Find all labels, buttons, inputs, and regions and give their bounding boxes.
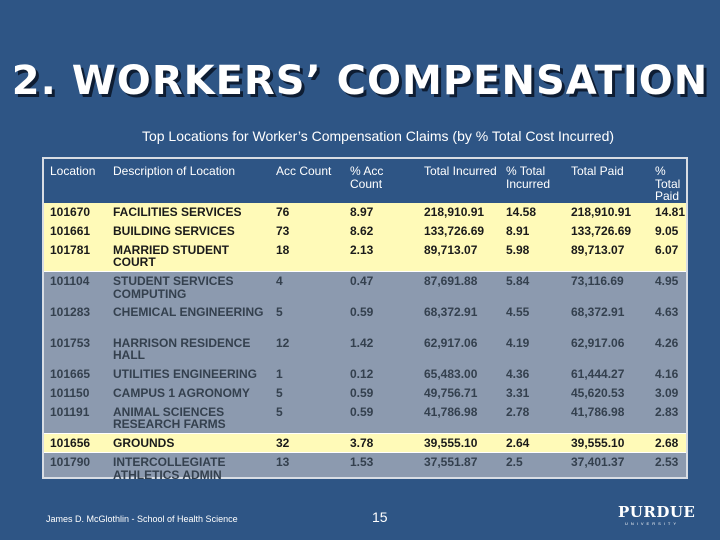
table-cell: 0.47 (344, 272, 418, 303)
table-cell: 39,555.10 (565, 434, 649, 453)
table-cell: 37,401.37 (565, 453, 649, 484)
table-cell: 32 (270, 434, 344, 453)
table-cell: 62,917.06 (571, 335, 625, 350)
table-cell: 89,713.07 (424, 242, 478, 257)
table-cell: 5 (276, 304, 283, 319)
logo-subtext: UNIVERSITY (624, 521, 679, 526)
table-cell: 0.59 (350, 404, 374, 419)
column-header: Description of Location (113, 164, 236, 178)
table-cell: 61,444.27 (571, 366, 625, 381)
table-cell: 37,551.87 (418, 453, 500, 484)
purdue-logo (618, 503, 696, 526)
table-cell: 101790 (44, 453, 107, 484)
table-cell: 133,726.69 (424, 223, 485, 238)
table-cell: 218,910.91 (424, 204, 485, 219)
table-header-row (44, 159, 686, 203)
table-cell: MARRIED STUDENT COURT (113, 242, 229, 269)
table-cell: STUDENT SERVICES COMPUTING (107, 272, 270, 303)
table-cell: 87,691.88 (418, 272, 500, 303)
table-cell: 6.07 (655, 242, 679, 257)
table-cell: 3.09 (655, 385, 679, 400)
table-cell: 0.59 (350, 385, 374, 400)
table-cell: UTILITIES ENGINEERING (113, 366, 258, 381)
claims-table (44, 159, 686, 484)
table-cell: 49,756.71 (424, 385, 478, 400)
table-cell: 5.84 (500, 272, 565, 303)
table-cell: 1.42 (350, 335, 374, 350)
logo-wordmark: PURDUE (618, 503, 696, 521)
table-cell: 13 (270, 453, 344, 484)
table-cell: 101781 (50, 242, 91, 257)
table-cell: 8.62 (350, 223, 374, 238)
table-cell: 8.91 (506, 223, 530, 238)
table-row (44, 403, 686, 434)
table-row (44, 384, 686, 403)
table-cell: FACILITIES SERVICES (113, 204, 242, 219)
table-cell: 39,555.10 (418, 434, 500, 453)
table-cell: 18 (276, 242, 290, 257)
table-row (44, 272, 686, 303)
slide-title: 2. WORKERS’ COMPENSATION (11, 58, 709, 104)
table-cell: GROUNDS (107, 434, 270, 453)
table-cell: 101753 (50, 335, 91, 350)
table-cell: 2.78 (506, 404, 530, 419)
column-header: Acc Count (276, 164, 332, 178)
column-header: Location (50, 164, 96, 178)
column-header: % Acc Count (350, 164, 384, 191)
table-row (44, 334, 686, 365)
table-cell: CHEMICAL ENGINEERING (113, 304, 264, 319)
table-cell: 4.19 (506, 335, 530, 350)
table-cell: 5 (276, 404, 283, 419)
table-cell: 4.55 (506, 304, 530, 319)
table-cell: 5.98 (506, 242, 530, 257)
table-row (44, 203, 686, 222)
table-cell: CAMPUS 1 AGRONOMY (113, 385, 250, 400)
table-cell: 4.95 (649, 272, 686, 303)
table-cell: 2.5 (500, 453, 565, 484)
page-number: 15 (372, 509, 388, 525)
table-cell: 41,786.98 (424, 404, 478, 419)
table-cell: 4.63 (655, 304, 679, 319)
table-cell: 101665 (50, 366, 91, 381)
table-cell: 2.68 (649, 434, 686, 453)
table-cell: 4.16 (655, 366, 679, 381)
table-row (44, 303, 686, 334)
table-cell: INTERCOLLEGIATE ATHLETICS ADMIN (107, 453, 270, 484)
table-cell: 14.81 (655, 204, 686, 219)
table-cell: 101656 (44, 434, 107, 453)
table-cell: 2.13 (350, 242, 374, 257)
table-cell: 1 (276, 366, 283, 381)
table-cell: 101104 (44, 272, 107, 303)
column-header: Total Incurred (424, 164, 497, 178)
footer-author: James D. McGlothlin - School of Health Science (46, 514, 238, 524)
table-cell: 89,713.07 (571, 242, 625, 257)
table-row (44, 222, 686, 241)
table-cell: 3.31 (506, 385, 530, 400)
table-cell: HARRISON RESIDENCE HALL (113, 335, 251, 362)
column-header: % Total Incurred (506, 164, 551, 191)
table-cell: 101283 (50, 304, 91, 319)
table-cell: 9.05 (655, 223, 679, 238)
table-cell: BUILDING SERVICES (113, 223, 235, 238)
table-cell: 1.53 (344, 453, 418, 484)
claims-table-container (42, 157, 688, 482)
table-body (44, 203, 686, 484)
table-cell: 4.26 (655, 335, 679, 350)
table-cell: 45,620.53 (571, 385, 625, 400)
table-cell: 0.59 (350, 304, 374, 319)
table-cell: 2.64 (500, 434, 565, 453)
table-cell: 0.12 (350, 366, 374, 381)
table-cell: 8.97 (350, 204, 374, 219)
table-cell: 5 (276, 385, 283, 400)
table-cell: 12 (276, 335, 290, 350)
column-header: % Total Paid (655, 164, 681, 203)
table-row (44, 453, 686, 484)
table-caption: Top Locations for Worker’s Compensation Claims (by % Total Cost Incurred) (141, 128, 615, 144)
table-cell: 101150 (50, 385, 90, 400)
table-cell: 14.58 (506, 204, 537, 219)
table-cell: 76 (276, 204, 290, 219)
table-cell: 2.83 (655, 404, 679, 419)
table-cell: 62,917.06 (424, 335, 478, 350)
table-cell: 101661 (50, 223, 91, 238)
table-row (44, 241, 686, 272)
table-cell: 218,910.91 (571, 204, 632, 219)
table-row (44, 434, 686, 453)
table-cell: 3.78 (344, 434, 418, 453)
table-row (44, 365, 686, 384)
table-cell: 41,786.98 (571, 404, 625, 419)
table-cell: 73 (276, 223, 290, 238)
table-cell: 65,483.00 (424, 366, 478, 381)
table-cell: ANIMAL SCIENCES RESEARCH FARMS (113, 404, 226, 431)
table-cell: 101670 (50, 204, 91, 219)
table-cell: 4.36 (506, 366, 530, 381)
table-cell: 2.53 (649, 453, 686, 484)
table-cell: 68,372.91 (424, 304, 478, 319)
table-cell: 73,116.69 (565, 272, 649, 303)
table-cell: 133,726.69 (571, 223, 632, 238)
table-cell: 68,372.91 (571, 304, 625, 319)
column-header: Total Paid (571, 164, 624, 178)
table-cell: 4 (270, 272, 344, 303)
table-cell: 101191 (50, 404, 90, 419)
